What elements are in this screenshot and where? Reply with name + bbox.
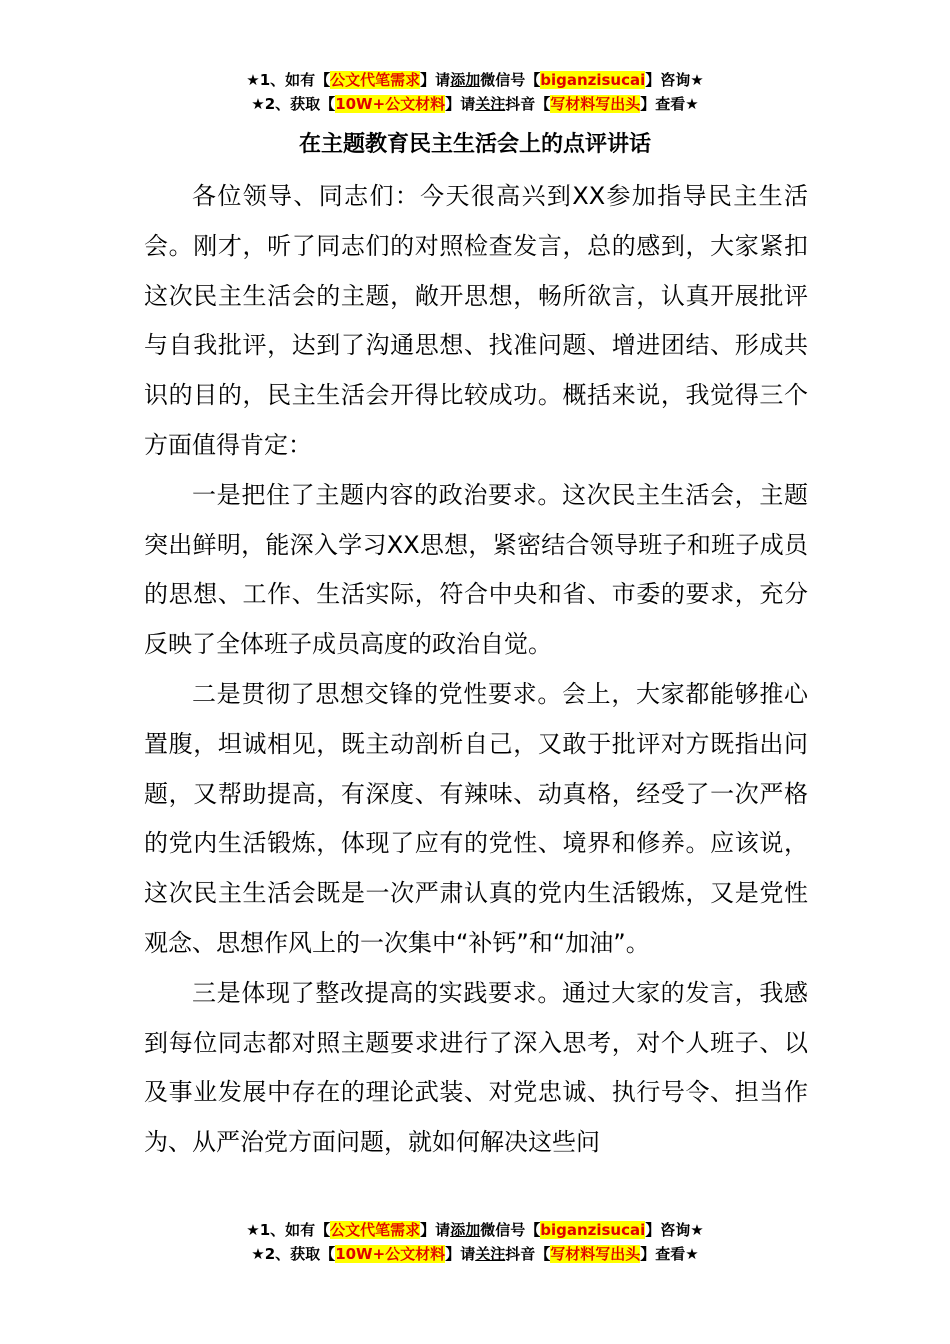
banner-line-2: [0, 1242, 950, 1266]
banner-text: ★2、获取【: [251, 95, 336, 113]
highlight-service: 公文代笔需求: [330, 71, 421, 89]
banner-text: ★1、如有【: [246, 71, 331, 89]
highlight-materials: 10W+公文材料: [335, 95, 446, 113]
header-banner: [0, 68, 950, 116]
banner-text: 】咨询★: [645, 1221, 704, 1239]
underlined-text: 关注: [475, 95, 506, 113]
banner-line-2: [0, 92, 950, 116]
underlined-text: 添加: [450, 1221, 481, 1239]
highlight-douyin-account: 写材料写出头: [550, 95, 641, 113]
banner-text: 微信号【: [480, 71, 541, 89]
highlight-service: 公文代笔需求: [330, 1221, 421, 1239]
underlined-text: 添加: [450, 71, 481, 89]
banner-text: 】咨询★: [645, 71, 704, 89]
highlight-wechat-id: biganzisucai: [540, 71, 646, 89]
banner-text: 抖音【: [505, 1245, 551, 1263]
banner-text: 】查看★: [640, 95, 699, 113]
paragraph-point-2: 二是贯彻了思想交锋的党性要求。会上，大家都能够推心置腹，坦诚相见，既主动剖析自己，又敢于批评对方既指出问题，又帮助提高，有深度、有辣味、动真格，经受了一次严格的党内生活锻炼，体现了应有的党性、境界和修养。应该说，这次民主生活会既是一次严肃认真的党内生活锻炼，又是党性观念、思想作风上的一次集中“补钙”和“加油”。: [144, 679, 808, 957]
banner-text: 】请: [420, 1221, 451, 1239]
banner-text: 微信号【: [480, 1221, 541, 1239]
banner-line-1: [0, 1218, 950, 1242]
document-body: [144, 172, 808, 1168]
banner-line-1: [0, 68, 950, 92]
highlight-wechat-id: biganzisucai: [540, 1221, 646, 1239]
banner-text: 】请: [445, 95, 476, 113]
banner-text: 】查看★: [640, 1245, 699, 1263]
banner-text: ★1、如有【: [246, 1221, 331, 1239]
highlight-douyin-account: 写材料写出头: [550, 1245, 641, 1263]
paragraph-intro: 各位领导、同志们：今天很高兴到XX参加指导民主生活会。刚才，听了同志们的对照检查发言，总的感到，大家紧扣这次民主生活会的主题，敞开思想，畅所欲言，认真开展批评与自我批评，达到了沟通思想、找准问题、增进团结、形成共识的目的，民主生活会开得比较成功。概括来说，我觉得三个方面值得肯定：: [144, 182, 808, 459]
banner-text: 】请: [420, 71, 451, 89]
highlight-materials: 10W+公文材料: [335, 1245, 446, 1263]
paragraph-point-1: 一是把住了主题内容的政治要求。这次民主生活会，主题突出鲜明，能深入学习XX思想，紧密结合领导班子和班子成员的思想、工作、生活实际，符合中央和省、市委的要求，充分反映了全体班子成员高度的政治自觉。: [144, 480, 808, 659]
footer-banner: [0, 1218, 950, 1266]
banner-text: 】请: [445, 1245, 476, 1263]
banner-text: ★2、获取【: [251, 1245, 336, 1263]
underlined-text: 关注: [475, 1245, 506, 1263]
document-title: 在主题教育民主生活会上的点评讲话: [298, 132, 651, 157]
paragraph-point-3: 三是体现了整改提高的实践要求。通过大家的发言，我感到每位同志都对照主题要求进行了深入思考，对个人班子、以及事业发展中存在的理论武装、对党忠诚、执行号令、担当作为、从严治党方面问题，就如何解决这些问: [144, 978, 808, 1157]
banner-text: 抖音【: [505, 95, 551, 113]
